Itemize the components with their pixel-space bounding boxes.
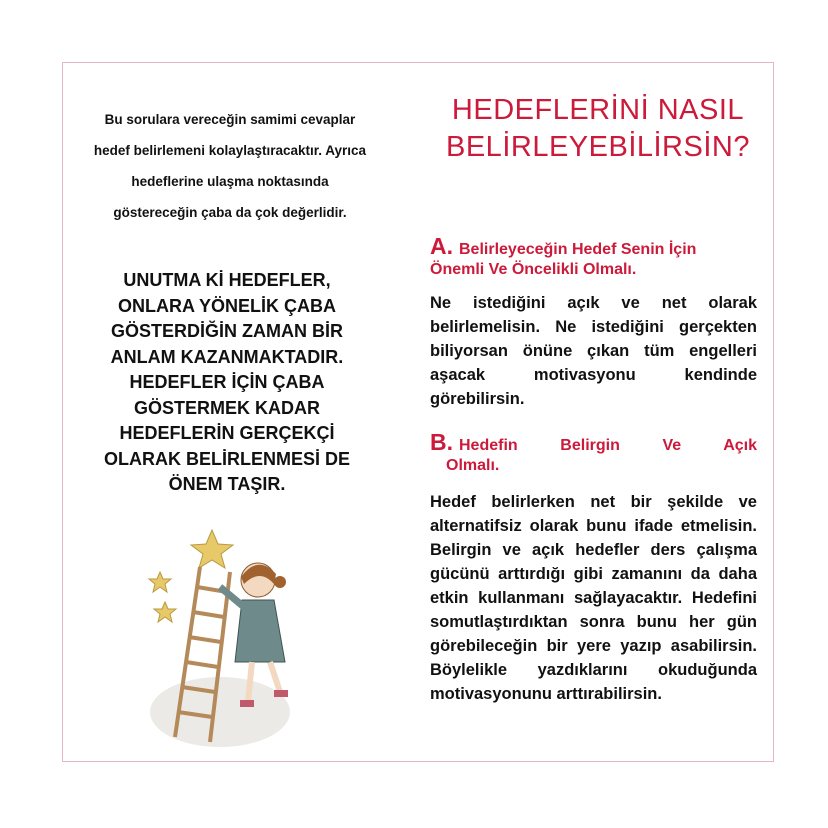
reminder-line: ANLAM KAZANMAKTADIR.	[110, 346, 344, 367]
heading-line: Belirleyeceğin Hedef Senin İçin	[459, 241, 697, 258]
section-letter: B.	[430, 429, 453, 455]
heading-line: Olmalı.	[446, 457, 500, 474]
section-b-heading	[430, 429, 757, 476]
reminder-line: GÖSTERDİĞİN ZAMAN BİR	[111, 321, 343, 341]
section-a-heading	[430, 233, 760, 280]
intro-line: hedeflerine ulaşma noktasında	[131, 174, 329, 189]
heading-line: Önemli Ve Öncelikli Olmalı.	[430, 261, 637, 278]
reminder-line: HEDEFLERİN GERÇEKÇİ	[119, 423, 335, 443]
section-a-body: Ne istediğini açık ve net olarak belirlemelisin. Ne istediğini gerçekten biliyorsan önüne çıkan tüm engelleri aşacak motivasyonu kendinde görebilirsin.	[430, 294, 757, 408]
reminder-line: ÖNEM TAŞIR.	[168, 474, 286, 494]
reminder-line: HEDEFLER İÇİN ÇABA	[129, 372, 325, 392]
reminder-line: GÖSTERMEK KADAR	[133, 397, 320, 418]
title-line: BELİRLEYEBİLİRSİN?	[446, 131, 750, 163]
girl-climbing-ladder-illustration	[140, 522, 320, 752]
reminder-line: OLARAK BELİRLENMESİ DE	[103, 448, 350, 469]
reminder-line: UNUTMA Kİ HEDEFLER,	[123, 270, 331, 290]
heading-line: Hedefin Belirgin Ve Açık	[459, 437, 757, 454]
section-b-body: Hedef belirlerken net bir şekilde ve alternatifsiz olarak bunu ifade etmelisin. Belirgin ve açık hedefler ders çalışma gücünü arttırdığı gibi zamanını da daha etkin kullanmanı sağlayacaktır. Hedefini somutlaştırdıktan sonra bunu her gün görebileceğin bir yere yazıp asabilirsin. Böylelikle yazdıklarını okuduğunda motivasyonunu arttırabilirsin.	[430, 493, 757, 703]
intro-line: hedef belirlemeni kolaylaştıracaktır. Ayrıca	[93, 143, 367, 158]
section-letter: A.	[430, 233, 453, 259]
intro-line: göstereceğin çaba da çok değerlidir.	[113, 205, 347, 220]
intro-text	[70, 104, 390, 228]
title-line: HEDEFLERİNİ NASIL	[451, 94, 745, 126]
intro-line: Bu sorulara vereceğin samimi cevaplar	[104, 112, 356, 127]
star-icon	[149, 530, 233, 622]
page-title	[428, 92, 768, 166]
reminder-line: ONLARA YÖNELİK ÇABA	[117, 295, 336, 316]
reminder-text	[82, 268, 372, 498]
